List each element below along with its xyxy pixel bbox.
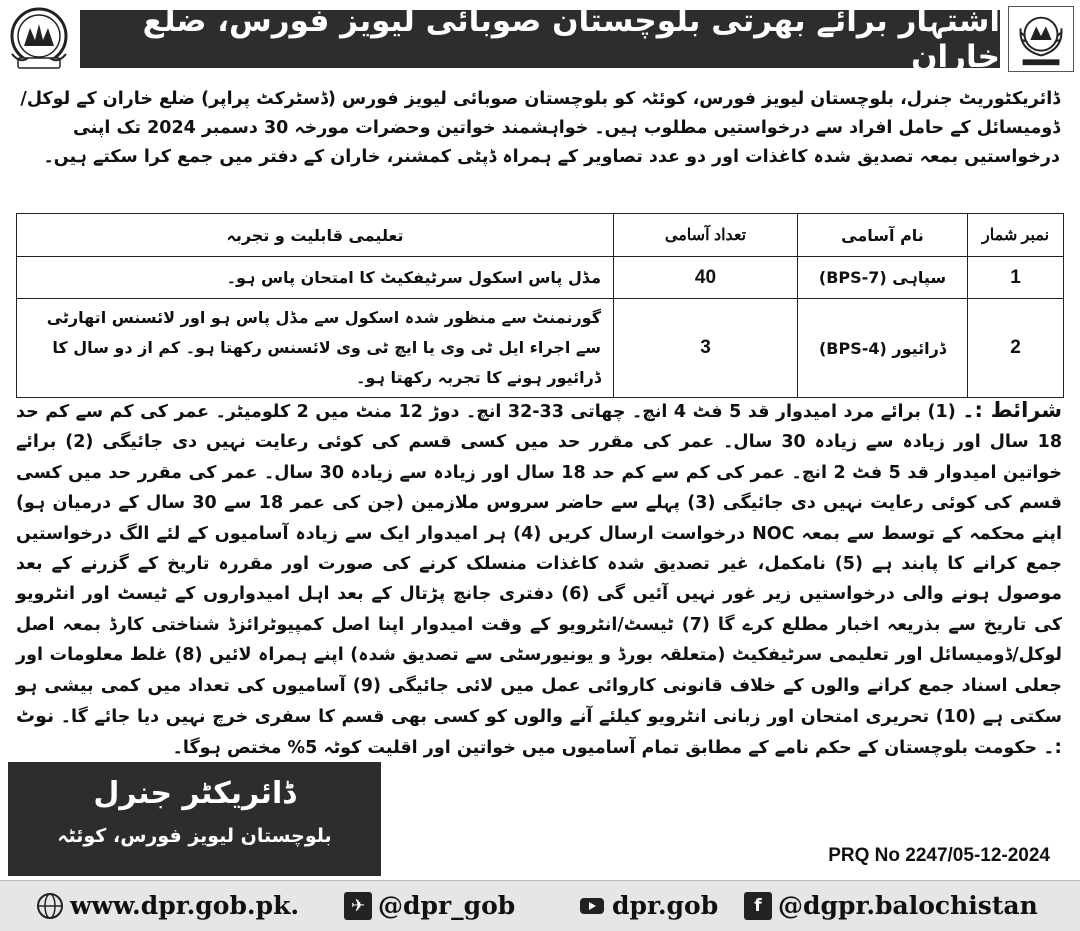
header-qualification: تعلیمی قابلیت و تجربہ — [17, 214, 614, 257]
twitter-handle[interactable]: @dpr_gob — [378, 891, 516, 920]
advertisement-title: اشتہار برائے بھرتی بلوچستان صوبائی لیویز فورس، ضلع خاران — [80, 10, 1000, 68]
footer-twitter[interactable] — [344, 891, 515, 920]
balochistan-levies-emblem-icon — [6, 6, 72, 72]
footer-bar — [0, 880, 1080, 931]
conditions-text: (1) برائے مرد امیدوار قد 5 فٹ 4 انچ۔ چھاتی 33-32 انچ۔ دوڑ 12 منٹ میں 2 کلومیٹر۔ عمر کی کم سے کم حد 18 سال اور زیادہ سے زیادہ 30 سال۔ عمر کی مقرر حد میں کسی قسم کی کوئی رعایت نہیں دی جائیگی (2) برائے خواتین امیدوار قد 5 فٹ 2 انچ۔ عمر کی کم سے کم حد 18 سال اور زیادہ سے زیادہ 30 سال۔ عمر کی مقرر حد میں کسی قسم کی کوئی رعایت نہیں دی جائیگی (3) پہلے سے حاضر سروس ملازمین (جن کی عمر 18 سے 30 سال کے درمیان ہو) اپنے محکمہ کے توسط سے بمعہ NOC درخواست ارسال کریں (4) ہر امیدوار ایک سے زیادہ آسامیوں کے لئے الگ درخواستیں جمع کرانے کا پابند ہے (5) نامکمل، غیر تصدیق شدہ کاغذات منسلک کرنے کی صورت اور مقررہ تاریخ کے گزرنے کے بعد موصول ہونے والی درخواستیں زیر غور نہیں آئیں گی (6) دفتری جانچ پڑتال کے بعد اہل امیدواروں کے ٹیسٹ اور انٹرویو کی تاریخ سے بذریعہ اخبار مطلع کرے گا (7) ٹیسٹ/انٹرویو کے وقت امیدوار اپنا اصل کمپیوٹرائزڈ شناختی کارڈ بمعہ اصل لوکل/ڈومیسائل اور تعلیمی سرٹیفکیٹ (متعلقہ بورڈ و یونیورسٹی سے تصدیق شدہ) اپنے ہمراہ لائیں (8) غلط معلومات اور جعلی اسناد جمع کرانے والوں کے خلاف قانونی کاروائی عمل میں لائی جائیگی (9) آسامیوں کی تعداد میں کمی بیشی ہو سکتی ہے (10) تحریری امتحان اور زبانی انٹرویو کیلئے آنے والوں کو کسی بھی قسم کا سفری خرچ نہیں دیا جائے گا۔ — [16, 402, 1063, 728]
facebook-icon: f — [744, 892, 772, 920]
vacancies-table — [16, 213, 1064, 398]
conditions-paragraph — [16, 395, 1062, 764]
header-serial: نمبر شمار — [968, 214, 1064, 257]
intro-paragraph: ڈائریکٹوریٹ جنرل، بلوچستان لیویز فورس، کوئٹہ کو بلوچستان صوبائی لیویز فورس (ڈسٹرکٹ پراپر) ضلع خاران کے لوکل/ڈومیسائل کے حامل افراد سے درخواستیں مطلوب ہیں۔ خواہشمند خواتین وحضرات مورخہ 30 دسمبر 2024 تک اپنی درخواستیں بمعہ تصدیق شدہ کاغذات اور دو عدد تصاویر کے ہمراہ ڈپٹی کمشنر، خاران کے دفتر میں جمع کرا سکتے ہیں۔ — [20, 89, 1060, 167]
row-post: ڈرائیور (BPS-4) — [798, 299, 968, 398]
signature-block — [8, 762, 381, 876]
row-serial: 2 — [968, 299, 1064, 398]
footer-youtube[interactable] — [578, 891, 718, 920]
footer-facebook[interactable] — [744, 891, 1038, 920]
row-serial: 1 — [968, 257, 1064, 299]
twitter-icon: ✈ — [344, 892, 372, 920]
table-row — [17, 299, 1064, 398]
website-link[interactable]: www.dpr.gob.pk. — [70, 891, 300, 920]
table-header-row — [17, 214, 1064, 257]
conditions-label: شرائط :۔ — [962, 398, 1062, 422]
table-row — [17, 257, 1064, 299]
footer-website[interactable] — [36, 891, 299, 920]
note-label: نوٹ :۔ — [16, 705, 1062, 759]
row-post: سپاہی (BPS-7) — [798, 257, 968, 299]
row-count: 3 — [614, 299, 798, 398]
row-qualification: مڈل پاس اسکول سرٹیفکیٹ کا امتحان پاس ہو۔ — [17, 257, 614, 299]
globe-icon — [36, 892, 64, 920]
youtube-handle[interactable]: dpr.gob — [612, 891, 719, 920]
note-text: حکومت بلوچستان کے حکم نامے کے مطابق تمام آسامیوں میں خواتین اور اقلیت کوٹہ 5% مختص ہوگا۔ — [172, 738, 1038, 759]
youtube-icon — [578, 892, 606, 920]
signature-title: ڈائریکٹر جنرل — [93, 776, 296, 811]
prq-number: PRQ No 2247/05-12-2024 — [828, 845, 1050, 866]
signature-subtitle: بلوچستان لیویز فورس، کوئٹہ — [57, 825, 332, 847]
row-qualification: گورنمنٹ سے منظور شدہ اسکول سے مڈل پاس ہو اور لائسنس اتھارٹی سے اجراء ایل ٹی وی یا ایچ ٹی وی لائسنس رکھتا ہو۔ کم از دو سال کا ڈرائیور ہونے کا تجربہ رکھتا ہو۔ — [17, 299, 614, 398]
facebook-handle[interactable]: @dgpr.balochistan — [778, 891, 1038, 920]
header-post: نام آسامی — [798, 214, 968, 257]
government-of-balochistan-emblem-icon — [1008, 6, 1074, 72]
row-count: 40 — [614, 257, 798, 299]
header-count: تعداد آسامی — [614, 214, 798, 257]
